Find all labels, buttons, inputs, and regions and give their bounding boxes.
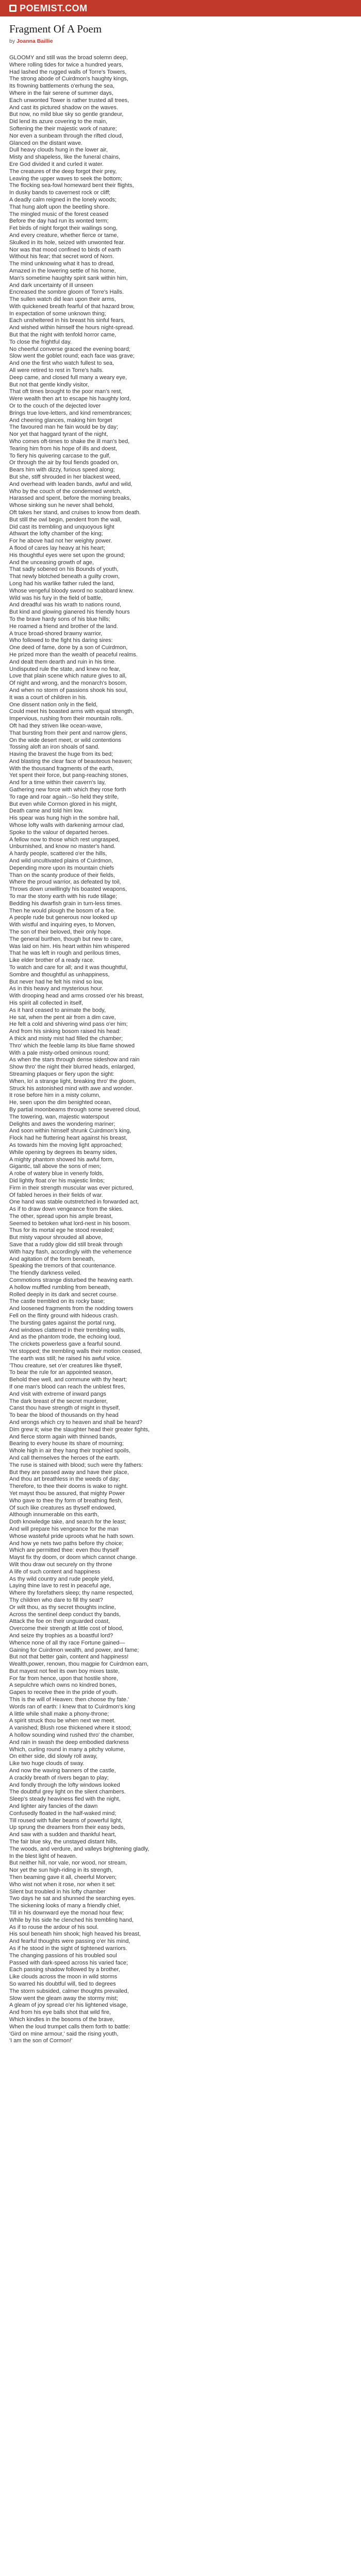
poem-line: Therefore, to thee their dooms is wake to night.	[9, 1483, 128, 1490]
poem-line: Sombre and thoughtful as unhappiness,	[9, 971, 110, 978]
poem-line: A vanished; Blush rose thickened where it stood;	[9, 1725, 132, 1732]
poem-line: Slow went the goblet round; each face was grave;	[9, 353, 135, 360]
poem-line: GLOOMY and still was the broad solemn deep,	[9, 55, 128, 61]
poem-line: A people rude but generous now looked up	[9, 914, 118, 921]
poem-line: And how ye nets two paths before thy choice;	[9, 1540, 124, 1547]
byline-prefix: by	[9, 38, 15, 44]
poem-line: Having the bravest the huge from its bed;	[9, 751, 113, 758]
poem-line: Till roused with fuller beams of powerful light,	[9, 1817, 123, 1824]
poem-line: To bear the rule for an appointed season,	[9, 1369, 113, 1376]
poem-line: Or to the couch of the dejected lover	[9, 403, 101, 410]
poem-line: His spirit all collected in itself,	[9, 999, 84, 1006]
poem-line: And every creature, whether fierce or tame,	[9, 232, 119, 239]
poem-line: Nor yet the sun high-riding in its strength,	[9, 1867, 113, 1874]
poem-line: The crickets powerless gave a fearful sound.	[9, 1341, 122, 1348]
poem-line: So warred his doubtful will, tied to degrees	[9, 1980, 116, 1987]
poem-line: Gigantic, tall above the sons of men;	[9, 1163, 101, 1170]
poem-line: When the loud trumpet calls them forth to battle:	[9, 2023, 130, 2030]
poem-line: Amazed in the lowering settle of his home,	[9, 267, 116, 274]
poem-line: The bursting gates against the portal rung,	[9, 1319, 116, 1326]
poem-line: Its frowning battlements o'erhung the sea,	[9, 83, 114, 90]
poem-line: The general burthen, though but new to care,	[9, 936, 123, 942]
poem-line: But neither hill, nor vale, nor wood, nor stream,	[9, 1860, 127, 1867]
poem-line: And fondly through the lofty windows looked	[9, 1782, 120, 1788]
poem-line: As in this heavy and mysterious hour.	[9, 986, 104, 992]
poem-line: Rolled deeply in its dark and secret course.	[9, 1291, 118, 1298]
poem-line: Passed with dark-speed across his varied face;	[9, 1959, 128, 1966]
poem-line: Tearing him from his hope of ills and doest,	[9, 445, 118, 452]
poem-line: Then beaming gave it all, cheerful Morven;	[9, 1874, 117, 1880]
poem-line: A truce broad-shored brawny warrior,	[9, 630, 103, 637]
poem-line: Bedding his dwarfish grain in turn-less times.	[9, 900, 122, 907]
poem-line: And visit with extreme of inward pangs	[9, 1391, 106, 1397]
poem-line: Unburnished, and know no master's hand.	[9, 843, 116, 850]
poem-line: Overcome their strength at little cost of blood,	[9, 1625, 124, 1632]
poem-line: As if to draw down vengeance from the skies.	[9, 1206, 124, 1213]
poem-byline	[9, 38, 53, 44]
poem-line: His thoughtful eyes were set upon the ground;	[9, 552, 125, 558]
poem-line: The storm subsided, calmer thoughts prevailed,	[9, 1988, 129, 1994]
poem-line: Whose lofty walls with darkening armour clad,	[9, 822, 125, 829]
poem-line: All were retired to rest in Torre's halls.	[9, 367, 104, 374]
poem-line: It rose before him in a misty column,	[9, 1092, 101, 1099]
poem-line: For far from hence, upon that hostile shore,	[9, 1675, 118, 1682]
poem-line: Depending more upon its mountain chiefs	[9, 865, 114, 871]
poem-line: Oft takes her stand, and cruises to know from death.	[9, 510, 141, 516]
poem-line: But not that better gain, content and happiness!	[9, 1654, 129, 1660]
poem-line: Thus for its mortal ege he stood revealed;	[9, 1227, 114, 1234]
poem-line: With the thousand fragments of the earth,	[9, 765, 114, 772]
poem-line: 'Gird on mine armour,' said the rising youth,	[9, 2030, 119, 2037]
poem-line: Each passing shadow followed by a brother,	[9, 1967, 120, 1973]
poem-line: And dark uncertainty of ill unseen	[9, 282, 93, 289]
poem-line: Mayst fix thy doom, or doom which cannot change.	[9, 1554, 137, 1561]
poem-line: Whose wasteful pride uproots what he hath sown.	[9, 1533, 135, 1539]
poem-line: A thick and misty mist had filled the chamber;	[9, 1035, 123, 1042]
poem-line: Throws down unwillingly his boasted weapons,	[9, 886, 127, 893]
poem-line: Undisputed rule the state, and knew no fear,	[9, 666, 121, 672]
poem-line: But kind and glowing gianered his friendly hours	[9, 609, 130, 616]
poem-line: Streaming plaques or fiery upon the sight:	[9, 1071, 114, 1077]
poem-line: With a pale misty-orbed ominous round;	[9, 1049, 110, 1056]
poem-line: That hung aloft upon the beetling shore.	[9, 204, 110, 210]
poem-line: A robe of watery blue in venerly folds,	[9, 1171, 104, 1177]
poem-line: If one man's blood can reach the unblest fires,	[9, 1384, 125, 1391]
poem-line: Fell on the flinty ground with hideous crash.	[9, 1313, 119, 1319]
poem-line: The creatures of the deep forgot their prey,	[9, 168, 117, 175]
poem-line: Nor even a sunbeam through the rifted cloud,	[9, 132, 123, 139]
poem-line: Ere God divided it and curled it water.	[9, 161, 104, 167]
poem-line: Gathering new force with which they rose forth	[9, 787, 126, 793]
poem-line: He felt a cold and shivering wind pass o'er him;	[9, 1021, 128, 1028]
poem-line: Whose vengeful bloody sword no scabbard knew.	[9, 587, 134, 594]
poem-line: Where thy forefathers sleep; thy name respected,	[9, 1590, 134, 1597]
poem-line: Although innumerable on this earth,	[9, 1512, 99, 1518]
poem-line: Laying thine lave to rest in peaceful age,	[9, 1583, 111, 1589]
poem-line: As when the stars through dense sideshow and rain	[9, 1057, 140, 1063]
poem-line: Who gave to thee thy form of breathing flesh,	[9, 1497, 123, 1504]
poem-line: This is the will of Heaven: then choose thy fate.'	[9, 1697, 129, 1703]
poem-line: Silent but troubled in his lofty chamber	[9, 1888, 106, 1895]
poem-line: A hardy people, scattered o'er the hills,	[9, 851, 107, 857]
poem-line: The changing passions of his troubled soul	[9, 1952, 117, 1959]
poem-line: But still the owl begin, pendent from the wall,	[9, 516, 122, 523]
poem-line: The ruse is stained with blood; such were thy fathers:	[9, 1462, 143, 1468]
poem-line: The son of their beloved, their only hope.	[9, 929, 112, 936]
poem-line: And will prepare his vengeance for the man	[9, 1526, 119, 1532]
poem-line: As towards him the moving light approached;	[9, 1142, 123, 1148]
poem-line: And wrongs which cry to heaven and shall be heard?	[9, 1419, 143, 1426]
poem-line: And dealt them dearth and ruin in his time.	[9, 658, 116, 665]
poem-line: On the wide desert meet, or wild contentions	[9, 737, 122, 743]
poem-line: But misty vapour shrouded all above,	[9, 1234, 103, 1241]
poem-line: With wistful and inquiring eyes, to Morven,	[9, 922, 116, 928]
poem-line: Love that plain scene which nature gives to all,	[9, 673, 127, 680]
poem-line: Wild was his fury in the field of battle,	[9, 595, 103, 601]
poem-line: But never had he felt his mind so low,	[9, 978, 104, 985]
poem-line: But even while Cormon glored in his might,	[9, 801, 118, 807]
poem-line: And thou art breathless in the weeds of day;	[9, 1476, 120, 1483]
poem-line: Softening the their majestic work of nature;	[9, 125, 117, 132]
poem-line: The mingled music of the forest ceased	[9, 211, 108, 217]
poem-line: Each unsheltered in his breast his sinful fears,	[9, 317, 125, 324]
poem-line: Which, curling round in many a pitchy volume,	[9, 1746, 125, 1753]
poem-line: That he was left in rough and perilous times,	[9, 950, 121, 957]
poem-line: Could meet his boasted arms with equal strength,	[9, 708, 134, 715]
poem-line: Gaining for Cuirdmon wealth, and power, and fame;	[9, 1647, 139, 1653]
poem-line: But they are passed away and have their place,	[9, 1469, 129, 1476]
poem-line: Yet spent their force, but pang-reaching stones,	[9, 772, 128, 779]
poem-line: Nor yet that haggard tyrant of the night,	[9, 431, 108, 438]
poem-line: To close the frightful day.	[9, 338, 72, 345]
poem-line: Doth knowledge take, and search for the least;	[9, 1519, 126, 1526]
poem-line: Deep came, and closed full many a weary eye,	[9, 374, 127, 381]
poem-line: Athwart the lofty chamber of the king;	[9, 531, 103, 537]
poem-line: The sickening looks of many a friendly chief,	[9, 1903, 121, 1909]
poem-line: As thy wild country and rude people yield,	[9, 1575, 114, 1582]
poem-line: Whole high in air they hang their trophied spoils,	[9, 1448, 130, 1454]
poem-line: Bears him with dizzy, furious speed along;	[9, 467, 115, 473]
poem-line: To the brave hardy sons of his blue hills;	[9, 616, 110, 622]
poem-line: A hollow sounding wind rushed thro' the chamber,	[9, 1732, 134, 1739]
poem-line: Whose sinking sun he never shall behold,	[9, 502, 114, 509]
poem-line: In the blest light of heaven.	[9, 1853, 77, 1859]
poem-line: One deed of fame, done by a son of Cuirdmon,	[9, 645, 128, 651]
poem-line: Misty and shapeless, like the funeral chains,	[9, 154, 121, 161]
poem-line: And windows clattered in their trembling walls,	[9, 1327, 125, 1333]
poem-line: To fiery his quivering carcase to the gulf,	[9, 452, 111, 459]
poem-line: Encreased the sombre gloom of Torre's Halls.	[9, 289, 124, 296]
poem-line: No cheerful converse graced the evening board;	[9, 346, 130, 352]
poem-line: The fair blue sky, the unstayed distant hills,	[9, 1839, 118, 1845]
poem-line: Who by the couch of the condemned wretch,	[9, 488, 122, 495]
poem-line: Long had his warlike father ruled the land,	[9, 580, 115, 587]
poem-line: Did lend its azure covering to the main,	[9, 118, 108, 125]
poem-line: Words ran of earth: I knew that to Cuirdmon's king	[9, 1703, 136, 1710]
poem-line: Firm in their strength muscular was ever pictured,	[9, 1184, 134, 1191]
poem-line: With hazy flash, accordingly with the vehemence	[9, 1248, 132, 1255]
poem-line: As if he stood in the sight of tightened warriors.	[9, 1945, 127, 1952]
poem-line: Slow went the gleam away the stormy mist;	[9, 1995, 118, 2002]
poem-line: Who comes oft-times to shake the ill man's bed,	[9, 438, 130, 445]
poem-line: The favoured man he fain would be by day;	[9, 424, 118, 431]
poem-line: Skulked in its hole, seized with unwonted fear.	[9, 239, 125, 246]
poem-line: To watch and care for all; and it was thoughtful,	[9, 964, 128, 971]
poem-line: Than on the scanty produce of their fields,	[9, 872, 115, 878]
poem-line: Which are permitted thee: even thou thyself	[9, 1547, 119, 1554]
poem-line: And one the first who watch fullest to sea,	[9, 360, 114, 367]
poem-line: A hollow muffled rumbling from beneath,	[9, 1284, 111, 1291]
poem-line: The sullen watch did lean upon their arms,	[9, 296, 116, 303]
poem-line: Glanced on the distant wave.	[9, 140, 83, 146]
poem-line: With quickened breath fearful of that hazard brow,	[9, 303, 135, 310]
poem-line: With drooping head and arms crossed o'er his breast,	[9, 993, 144, 999]
poem-line: Speaking the tremors of that countenance.	[9, 1263, 117, 1269]
poem-line: And wished within himself the hours night-spread.	[9, 325, 135, 331]
poem-line: The doubtful grey light on the silent chambers.	[9, 1789, 126, 1795]
poem-line: For he above had not her weighty power.	[9, 538, 112, 545]
poem-line: Did cast its trembling and unquoyous light	[9, 523, 114, 530]
poem-line: Yet mayst thou be assured, that mighty Power	[9, 1490, 125, 1497]
poem-line: And now the waving banners of the castle,	[9, 1768, 116, 1774]
poem-line: That bursting from their pent and narrow glens,	[9, 730, 127, 736]
poem-line: The mind unknowing what it has to dread,	[9, 261, 114, 267]
poem-line: And fierce storm again with thinned bands,	[9, 1433, 117, 1440]
poem-line: And wild uncultivated plains of Cuirdmon,	[9, 858, 113, 865]
poem-line: He prized more than the wealth of peaceful realms.	[9, 651, 138, 658]
poem-line: Had lashed the rugged walls of Torre's Towers,	[9, 69, 127, 75]
poem-line: Like two huge clouds of sway.	[9, 1760, 85, 1767]
poem-line: While opening by degrees its beamy sides,	[9, 1149, 118, 1156]
poem-line: Spoke to the valour of departed heroes.	[9, 829, 109, 836]
poem-line: A deadly calm reigned in the lonely woods;	[9, 196, 117, 203]
poem-line: Each unwonted Tower is rather trusted all trees,	[9, 97, 129, 104]
poem-line: Gapes to receive thee in the pride of youth.	[9, 1689, 118, 1696]
poem-line: But not that gentle kindly visitor,	[9, 381, 89, 388]
poem-title: Fragment Of A Poem	[9, 23, 102, 35]
poem-line: Across the sentinel deep conduct thy bands,	[9, 1611, 121, 1618]
logo-text: POEMIST.COM	[20, 3, 88, 13]
poem-line: And blasting the clear face of beauteous heaven;	[9, 758, 133, 765]
poem-line: Wilt thou draw out securely on thy throne	[9, 1561, 112, 1568]
poem-line: As if to rouse the ardour of his soul.	[9, 1924, 99, 1930]
poem-line: But that the night with tenfold horror came,	[9, 332, 117, 338]
poem-line: Who wist not when it rose, nor when it set:	[9, 1881, 116, 1888]
poem-line: And loosened fragments from the nodding towers	[9, 1306, 134, 1312]
poem-line: Behold thee well, and commune with thy heart;	[9, 1377, 127, 1383]
poem-line: And soon within himself shrunk Cuirdmon's king,	[9, 1128, 132, 1134]
poem-line: But now, no mild blue sky so gentle grandeur,	[9, 111, 124, 118]
poem-line: Was laid on him. His heart within him whispered	[9, 943, 130, 950]
poem-line: And from his eye balls shot that wild fire,	[9, 2009, 111, 2016]
poem-line: When, lo! a strange light, breaking thro' the gloom,	[9, 1078, 136, 1084]
poem-line: The strong abode of Cuirdmon's haughty kings,	[9, 76, 128, 82]
poem-line: And saw with a sudden and thankful heart,	[9, 1832, 117, 1838]
poem-line: Were wealth then art to escape his haughty lord,	[9, 396, 131, 402]
site-logo[interactable]	[9, 3, 88, 13]
poem-line: To bear the blood of thousands on thy head	[9, 1412, 119, 1419]
poem-line: That newly blotched beneath a guilty crown,	[9, 573, 120, 580]
poem-line: Flock had he fluttering heart against his breast,	[9, 1135, 127, 1142]
poem-line: The flocking sea-fowl homeward bent their flights,	[9, 182, 134, 189]
poem-line: And overhead with leaden bands, awful and wild,	[9, 481, 133, 487]
poem-line: That oft times brought to the poor man's rest,	[9, 388, 123, 395]
poem-line: Thy children who dare to fill thy seat?	[9, 1597, 103, 1603]
poem-line: 'I am the son of Cormon!'	[9, 2038, 73, 2044]
poem-line: Who followed to the fight his daring sires:	[9, 637, 113, 644]
poem-line: As it hard ceased to animate the body,	[9, 1007, 106, 1013]
poem-line: Wealth,power, renown, thou magpie for Cuirdmon earn,	[9, 1661, 149, 1668]
poem-line: Confusedly floated in the half-waked mind;	[9, 1810, 117, 1817]
poem-line: Harassed and spent, before the morning breaks,	[9, 495, 132, 502]
poem-line: Or wilt thou, as thy secret thoughts incline,	[9, 1604, 116, 1611]
poem-line: Seemed to betoken what lord-nest in his bosom.	[9, 1220, 131, 1227]
poem-line: And seize thy trophies as a boastful lord?	[9, 1632, 113, 1639]
poem-line: Of night and wrong, and the monarch's bosom,	[9, 680, 127, 687]
poem-line: Two days he sat and shunned the searching eyes.	[9, 1895, 136, 1902]
logo-icon	[9, 5, 17, 12]
poem-line: To mar the stony earth with his rude tillage;	[9, 893, 118, 900]
poem-line: He sat, when the pent air from a dim cave,	[9, 1014, 116, 1021]
poem-line: The castle trembled on its rocky base;	[9, 1298, 105, 1305]
poem-line: And when no storm of passions shook his soul,	[9, 687, 128, 693]
poem-line: And cheering glances, making him forget	[9, 417, 112, 423]
poem-line: The other, spread upon his ample breast,	[9, 1213, 113, 1219]
poem-line: His soul beneath him shook; high heaved his breast,	[9, 1931, 141, 1938]
poem-line: And fearful thoughts were passing o'er his mind,	[9, 1938, 130, 1945]
poem-line: Of such like creatures as thyself endowed,	[9, 1504, 116, 1511]
author-link[interactable]: Joanna Baillie	[17, 38, 53, 44]
poem-line: Sleep's steady heaviness fled with the night,	[9, 1796, 121, 1803]
poem-line: And as the phantom trode, the echoing loud,	[9, 1334, 121, 1341]
poem-line: That sadly sobered on his Bounds of youth,	[9, 566, 119, 573]
poem-line: And the unceasing growth of age,	[9, 559, 94, 566]
poem-line: Death came and told him low.	[9, 808, 84, 815]
poem-line: Attack the foe on their unguarded coast,	[9, 1618, 110, 1625]
poem-line: Yet stopped; the trembling walls their motion ceased,	[9, 1348, 142, 1355]
poem-line: The towering, wan, majestic waterspout	[9, 1113, 109, 1120]
poem-line: While by his side he clenched his trembling hand,	[9, 1917, 134, 1923]
poem-line: The friendly darkness veiled.	[9, 1270, 82, 1277]
poem-line: Of fabled heroes in their fields of war.	[9, 1192, 103, 1198]
poem-line: Which kindles in the bosoms of the brave,	[9, 2016, 114, 2023]
poem-line: In dusky bands to cavernest rock or cliff;	[9, 190, 111, 196]
poem-line: The woods, and verdure, and valleys brightening gladly,	[9, 1845, 150, 1852]
poem-line: In expectation of some unknown thing;	[9, 310, 106, 317]
poem-line: And cast its pictured shadow on the waves.	[9, 104, 118, 111]
poem-line: Whence none of all thy race Fortune gained—	[9, 1639, 125, 1646]
poem-line: The earth was still; he raised his awful voice.	[9, 1355, 122, 1362]
poem-line: Where in the fair serene of summer days,	[9, 90, 113, 96]
poem-line: A mighty phantom showed his awful form,	[9, 1156, 114, 1163]
poem-line: Before the day had run its wonted term;	[9, 218, 109, 225]
poem-line: But mayest not feel its own boy mixes taste,	[9, 1668, 120, 1674]
poem-line: By partial moonbeams through some severed cloud,	[9, 1106, 141, 1113]
poem-line: 'Thou creature, set o'er creatures like thyself,	[9, 1362, 122, 1369]
poem-line: And agitation of the form beneath,	[9, 1256, 95, 1262]
poem-line: A crackly breath of rivers began to play;	[9, 1774, 109, 1781]
poem-line: A flood of cares lay heavy at his heart;	[9, 545, 105, 551]
poem-body	[9, 55, 350, 2045]
poem-line: Save that a ruddy glow did still break through	[9, 1242, 123, 1248]
poem-line: Fet birds of night forgot their wailings song,	[9, 225, 118, 232]
poem-line: Dim grew it; wise the slaughter head their greater fights,	[9, 1426, 150, 1433]
poem-line: To rage and roar again.--So held they strife,	[9, 793, 119, 800]
poem-line: A little while shall make a phony-throne;	[9, 1710, 109, 1717]
poem-line: He roamed a friend and brother of the land.	[9, 623, 118, 630]
poem-line: Tossing aloft an iron shoals of sand.	[9, 744, 100, 751]
site-header	[0, 0, 361, 16]
poem-line: One hand was stable outstretched in forwarded act,	[9, 1199, 139, 1206]
poem-line: Where the proud warrior, as defeated by toil,	[9, 879, 121, 886]
poem-line: Till in his downward eye the monad hour flew;	[9, 1909, 124, 1916]
poem-line: He, seen upon the dim benighted ocean,	[9, 1099, 112, 1106]
poem-line: Delights and awes the wondering mariner;	[9, 1121, 116, 1127]
poem-line: His spear was hung high in the sombre hall,	[9, 815, 120, 822]
poem-line: Or through the air by foul fiends goaded on,	[9, 460, 119, 466]
poem-line: A fellow now to those which rest ungrasped,	[9, 836, 120, 843]
poem-line: Nor was that mood confined to birds of earth	[9, 246, 121, 253]
poem-line: Dull heavy clouds hung in the lower air,	[9, 147, 108, 154]
poem-line: A gleam of joy spread o'er his lightened visage,	[9, 2002, 128, 2009]
poem-line: But she, stiff shrouded in her blackest weed,	[9, 474, 121, 481]
poem-line: And call themselves the heroes of the earth.	[9, 1454, 120, 1461]
poem-line: Leaving the upper waves to seek the bottom;	[9, 175, 122, 182]
poem-line: Man's sometime haughty spirit sank within him,	[9, 275, 128, 281]
poem-line: And rain in swash the deep embodied darkness	[9, 1739, 129, 1745]
poem-line: Brings true love-letters, and kind remembrances;	[9, 410, 132, 416]
poem-line: It was a court of children in his.	[9, 694, 88, 701]
poem-line: Bearing to every house its share of mourning;	[9, 1440, 124, 1447]
poem-line: Up sprung the dreamers from their easy beds,	[9, 1824, 125, 1831]
poem-line: One dissent nation only in the field,	[9, 701, 98, 708]
poem-line: Impervious, rushing from their mountain rolls.	[9, 716, 123, 722]
poem-line: And lighter airy fancies of the dawn	[9, 1803, 98, 1810]
poem-line: A spirit struck thou be when next we meet.	[9, 1718, 116, 1724]
poem-line: A life of such content and happiness	[9, 1568, 101, 1575]
poem-line: Where rolling tides for twice a hundred years,	[9, 61, 123, 68]
poem-line: Like elder brother of a ready race.	[9, 957, 95, 964]
poem-line: The dark breast of the secret murderer,	[9, 1398, 108, 1404]
poem-line: Show thro' the night their blurred heads, enlarged,	[9, 1064, 135, 1071]
poem-line: Canst thou have strength of might in thyself,	[9, 1405, 120, 1412]
poem-line: Did lightly float o'er his majestic limbs;	[9, 1177, 105, 1184]
poem-line: Like clouds across the moon in wild storms	[9, 1974, 118, 1980]
poem-line: Struck his astonished mind with awe and wonder.	[9, 1085, 134, 1092]
poem-line: Commotions strange disturbed the heaving earth.	[9, 1277, 134, 1284]
poem-line: Oft had they striven like ocean-wave,	[9, 722, 103, 729]
poem-line: And dreadful was his wrath to nations round,	[9, 602, 122, 608]
poem-line: On either side, did slowly roll away,	[9, 1753, 97, 1760]
poem-line: Thro' which the feeble lamp its blue flame showed	[9, 1042, 135, 1049]
poem-line: Then he would plough the bosom of a foe.	[9, 907, 116, 914]
poem-line: A sepulchre which owns no kindred bones,	[9, 1682, 117, 1689]
poem-line: Without his fear; that secret word of Norn.	[9, 253, 114, 260]
poem-line: And from his sinking bosom raised his head:	[9, 1028, 121, 1035]
poem-line: And for a time within their cavern's lay,	[9, 779, 106, 786]
